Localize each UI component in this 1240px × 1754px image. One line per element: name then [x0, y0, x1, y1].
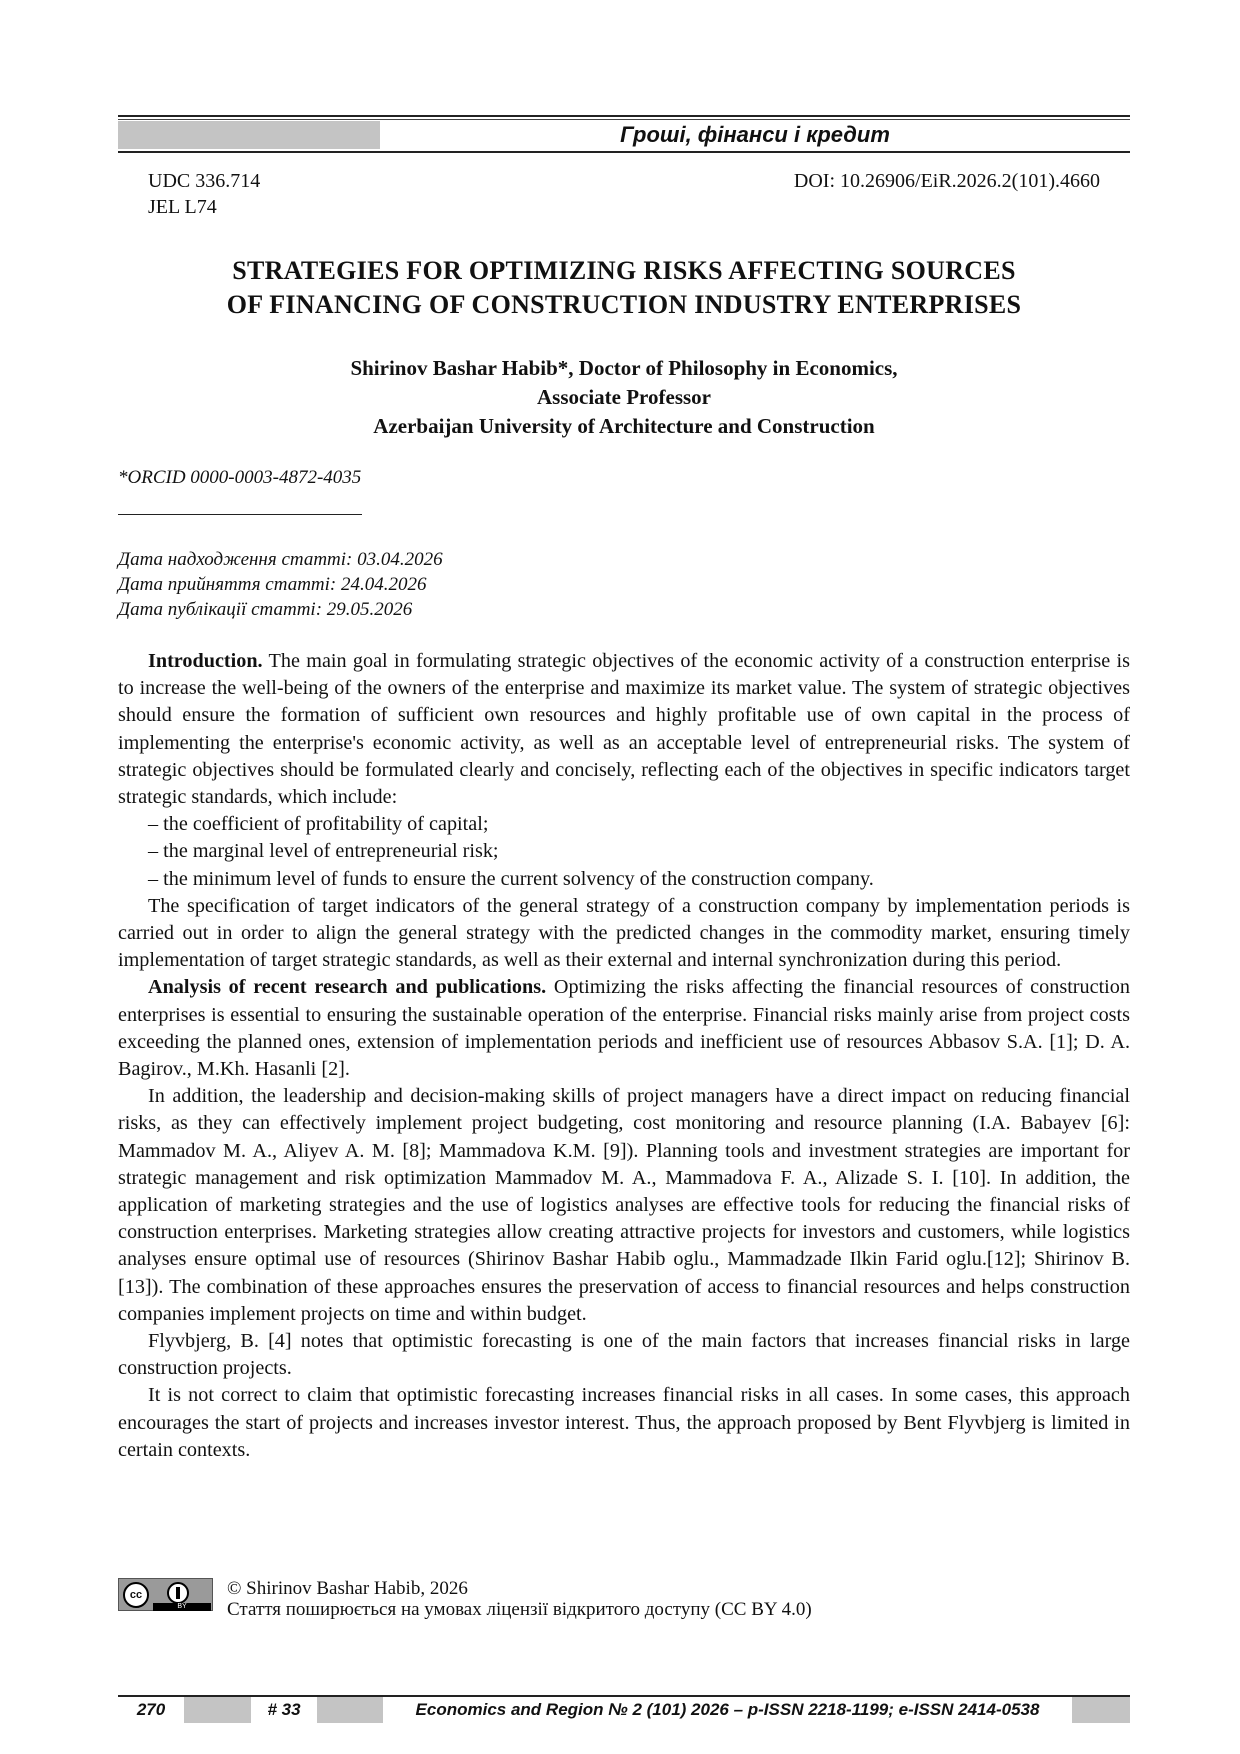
orcid[interactable]: *ORCID 0000-0003-4872-4035 [118, 467, 362, 488]
journal-section-title: Гроші, фінанси і кредит [620, 122, 890, 147]
license-terms: Стаття поширюється на умовах ліцензії відкритого доступу (CC BY 4.0) [227, 1599, 812, 1620]
license-block [118, 1578, 812, 1620]
title-line-2: OF FINANCING OF CONSTRUCTION INDUSTRY ENTERPRISES [226, 290, 1022, 319]
author-affiliation: Azerbaijan University of Architecture and Construction [373, 414, 875, 438]
license-text [227, 1578, 812, 1620]
udc-code: UDC 336.714 [148, 170, 261, 192]
footer-gray-block [1072, 1697, 1130, 1723]
analysis-paragraph [118, 974, 1130, 1083]
analysis-heading: Analysis of recent research and publications. [148, 976, 547, 999]
intro-paragraph [118, 648, 1130, 811]
article-title [118, 254, 1130, 322]
author-name-degree: Shirinov Bashar Habib*, Doctor of Philosophy in Economics, [350, 356, 898, 380]
by-label: BY [153, 1603, 211, 1611]
issue-number: # 33 [267, 1700, 301, 1719]
author-position: Associate Professor [537, 385, 711, 409]
paragraph-flyvbjerg: Flyvbjerg, B. [4] notes that optimistic forecasting is one of the main factors that increases financial risks in large construction projects. [118, 1330, 1130, 1380]
header-gray-block [118, 121, 380, 149]
page-footer [118, 1695, 1130, 1723]
copyright-notice: © Shirinov Bashar Habib, 2026 [227, 1578, 468, 1599]
footer-gray-block [317, 1697, 383, 1723]
paragraph-leadership: In addition, the leadership and decision-making skills of project managers have a direct impact on reducing financial risks, as they can effectively implement project budgeting, cost monitoring and resource planning (I.A. Babayev [6]: Mammadov M. A., Aliyev A. M. [8]; Mammadova K.M. [9]). Planning tools and investment strategies are important for strategic management and risk optimization Mammadov M. A., Mammadova F. A., Alizade S. I. [10]. In addition, the application of marketing strategies and the use of logistics analyses are effective tools for reducing the financial risks of construction enterprises. Marketing strategies allow creating attractive projects for investors and customers, while logistics analyses ensure optimal use of resources (Shirinov Bashar Habib oglu., Mammadzade Ilkin Farid oglu.[12]; Shirinov B.[13]). The combination of these approaches ensures the preservation of access to financial resources and helps construction companies implement projects on time and within budget. [118, 1085, 1130, 1325]
author-block [118, 354, 1130, 441]
paragraph-optimistic: It is not correct to claim that optimistic forecasting increases financial risks in all cases. In some cases, this approach encourages the start of projects and increases investor interest. Thus, the approach proposed by Bent Flyvbjerg is limited in certain contexts. [118, 1384, 1130, 1461]
date-published: Дата публікації статті: 29.05.2026 [118, 599, 413, 620]
title-line-1: STRATEGIES FOR OPTIMIZING RISKS AFFECTING SOURCES [232, 256, 1016, 285]
date-received: Дата надходження статті: 03.04.2026 [118, 549, 443, 570]
classification-codes [148, 168, 260, 220]
date-accepted: Дата прийняття статті: 24.04.2026 [118, 574, 427, 595]
header-bottom-rule [118, 151, 1130, 153]
list-item: – the coefficient of profitability of capital; [148, 813, 489, 836]
attribution-person-icon [167, 1582, 189, 1604]
list-item: – the minimum level of funds to ensure the current solvency of the construction company. [148, 867, 874, 890]
list-item: – the marginal level of entrepreneurial risk; [148, 840, 499, 863]
jel-code: JEL L74 [148, 196, 217, 218]
article-body [118, 648, 1130, 1464]
analysis-text: Optimizing the risks affecting the financial resources of construction enterprises is essential to ensuring the sustainable operation of the enterprise. Financial risks mainly arise from project costs exceeding the planned ones, extension of implementation periods and inefficient use of resources Abbasov S.A. [1]; D. A. Bagirov., M.Kh. Hasanli [2]. [118, 976, 1130, 1081]
footer-bar [118, 1697, 1130, 1723]
journal-section-header [118, 121, 1130, 149]
page-number: 270 [136, 1700, 166, 1719]
article-dates [118, 547, 443, 622]
footer-gray-block [184, 1697, 251, 1723]
intro-heading: Introduction. [148, 650, 263, 672]
cc-by-license-icon[interactable] [118, 1578, 213, 1611]
paragraph-specification: The specification of target indicators of the general strategy of a construction company by implementation periods is carried out in order to align the general strategy with the predicted changes in the commodity market, ensuring timely implementation of target strategic standards, as well as their external and internal synchronization during this period. [118, 894, 1130, 972]
journal-issn: Economics and Region № 2 (101) 2026 – p-ISSN 2218-1199; e-ISSN 2414-0538 [415, 1700, 1040, 1719]
doi[interactable]: DOI: 10.26906/EiR.2026.2(101).4660 [793, 170, 1100, 192]
separator-rule [118, 514, 362, 515]
intro-text: The main goal in formulating strategic objectives of the economic activity of a construction enterprise is to increase the well-being of the owners of the enterprise and maximize its market value. The system of strategic objectives should ensure the formation of sufficient own resources and highly profitable use of own capital in the process of implementing the enterprise's economic activity, as well as an acceptable level of entrepreneurial risks. The system of strategic objectives should be formulated clearly and concisely, reflecting each of the objectives in specific indicators target strategic standards, which include: [118, 650, 1130, 809]
header-top-rule [118, 115, 1130, 120]
cc-icon: cc [123, 1582, 149, 1608]
